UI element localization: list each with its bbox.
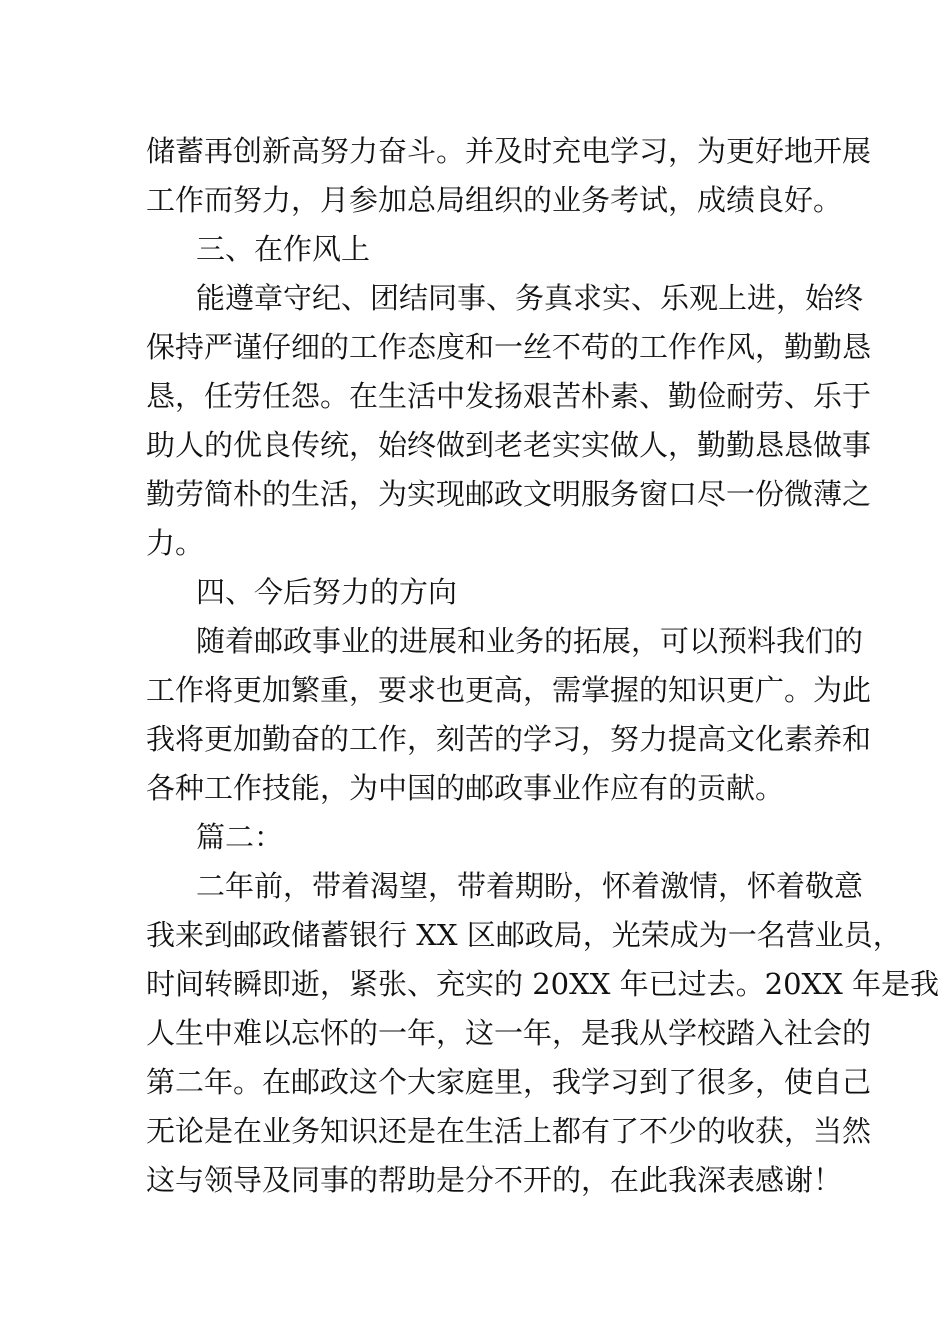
text-line: 这与领导及同事的帮助是分不开的，在此我深表感谢！ [146, 1163, 843, 1197]
text-line: 我将更加勤奋的工作，刻苦的学习，努力提高文化素养和 [146, 722, 872, 756]
text-line: 无论是在业务知识还是在生活上都有了不少的收获，当然 [146, 1114, 872, 1148]
text-line: 人生中难以忘怀的一年，这一年，是我从学校踏入社会的 [146, 1016, 872, 1050]
section-heading: 三、在作风上 [196, 232, 371, 266]
text-line: 时间转瞬即逝，紧张、充实的 20XX 年已过去。20XX 年是我 [146, 967, 940, 1001]
text-line: 恳，任劳任怨。在生活中发扬艰苦朴素、勤俭耐劳、乐于 [146, 379, 872, 413]
part-heading: 篇二： [196, 820, 284, 854]
text-line: 能遵章守纪、团结同事、务真求实、乐观上进，始终 [196, 281, 864, 315]
text-line: 随着邮政事业的进展和业务的拓展，可以预料我们的 [196, 624, 864, 658]
text-line: 储蓄再创新高努力奋斗。并及时充电学习，为更好地开展 [146, 134, 872, 168]
text-line: 二年前，带着渴望，带着期盼，怀着激情，怀着敬意 [196, 869, 864, 903]
text-line: 助人的优良传统，始终做到老老实实做人，勤勤恳恳做事 [146, 428, 872, 462]
document-body [146, 127, 940, 1205]
text-line: 工作而努力，月参加总局组织的业务考试，成绩良好。 [146, 183, 843, 217]
text-line: 力。 [146, 526, 205, 560]
text-line: 第二年。在邮政这个大家庭里，我学习到了很多，使自己 [146, 1065, 872, 1099]
text-line: 勤劳简朴的生活，为实现邮政文明服务窗口尽一份微薄之 [146, 477, 872, 511]
text-line: 工作将更加繁重，要求也更高，需掌握的知识更广。为此 [146, 673, 872, 707]
text-line: 各种工作技能，为中国的邮政事业作应有的贡献。 [146, 771, 785, 805]
text-line: 我来到邮政储蓄银行 XX 区邮政局，光荣成为一名营业员， [146, 918, 902, 952]
section-heading: 四、今后努力的方向 [196, 575, 458, 609]
text-line: 保持严谨仔细的工作态度和一丝不苟的工作作风，勤勤恳 [146, 330, 872, 364]
